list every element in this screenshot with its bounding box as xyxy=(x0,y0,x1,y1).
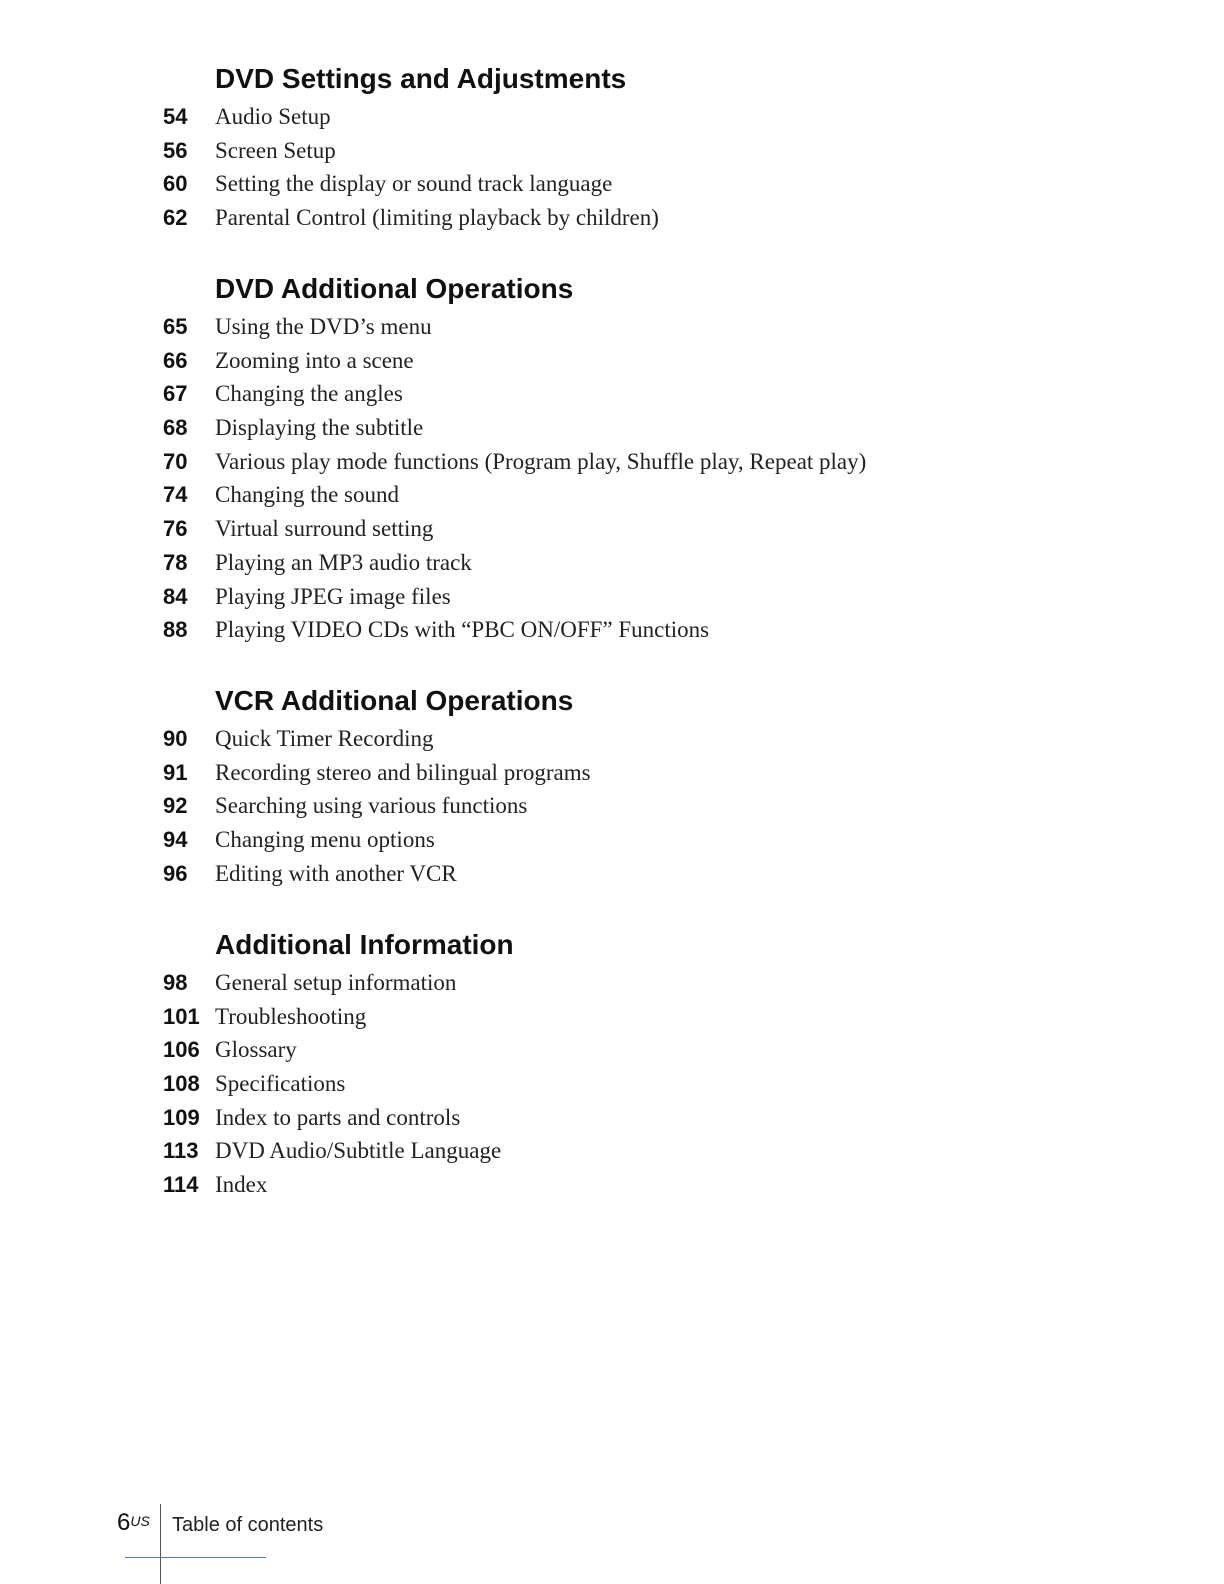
toc-page-number: 65 xyxy=(163,314,188,339)
toc-entry[interactable] xyxy=(0,583,1224,617)
toc-entry-title: Searching using various functions xyxy=(215,793,528,819)
toc-entry-title: DVD Audio/Subtitle Language xyxy=(215,1138,502,1164)
toc-entry[interactable] xyxy=(0,1137,1224,1171)
toc-page-number: 66 xyxy=(163,347,188,373)
toc-entry-title: Changing the sound xyxy=(215,482,399,508)
toc-page-number: 74 xyxy=(163,482,188,508)
toc-entry-list xyxy=(0,725,1224,893)
toc-page-number: 98 xyxy=(163,970,188,995)
footer-divider xyxy=(160,1504,161,1584)
toc-page-number: 106 xyxy=(163,1037,200,1063)
toc-entry-title: Playing an MP3 audio track xyxy=(215,549,472,575)
toc-entry-title: Specifications xyxy=(215,1071,346,1097)
toc-entry-title: Quick Timer Recording xyxy=(215,726,434,751)
toc-entry[interactable] xyxy=(0,204,1224,238)
toc-page-number: 108 xyxy=(163,1071,200,1097)
toc-entry-title: Setting the display or sound track language xyxy=(215,171,613,197)
toc-entry-list xyxy=(0,313,1224,650)
toc-entry[interactable] xyxy=(0,725,1224,759)
toc-page-number: 88 xyxy=(163,617,188,643)
toc-entry[interactable] xyxy=(0,826,1224,860)
toc-entry-title: Editing with another VCR xyxy=(215,860,457,886)
toc-entry[interactable] xyxy=(0,481,1224,515)
toc-page-number: 54 xyxy=(163,104,188,129)
toc-page-number: 109 xyxy=(163,1104,200,1130)
toc-entry-title: Index to parts and controls xyxy=(215,1104,461,1130)
footer-label: Table of contents xyxy=(172,1514,324,1536)
toc-entry-title: Screen Setup xyxy=(215,137,336,163)
toc-page-number: 76 xyxy=(163,516,188,542)
toc-entry-title: Recording stereo and bilingual programs xyxy=(215,759,591,785)
page-number-value: 6 xyxy=(117,1509,131,1536)
toc-entry-title: Virtual surround setting xyxy=(215,516,434,542)
toc-page-number: 96 xyxy=(163,860,188,886)
toc-entry-title: Glossary xyxy=(215,1037,297,1063)
toc-entry[interactable] xyxy=(0,515,1224,549)
toc-entry-title: Various play mode functions (Program play, Shuffle play, Repeat play) xyxy=(215,448,867,474)
toc-page-number: 70 xyxy=(163,448,188,474)
toc-page-number: 94 xyxy=(163,827,188,853)
page-footer xyxy=(0,1500,1224,1584)
toc-page-number: 101 xyxy=(163,1003,200,1029)
toc-entry[interactable] xyxy=(0,549,1224,583)
toc-entry-title: Playing JPEG image files xyxy=(215,583,451,609)
toc-page-number: 68 xyxy=(163,415,188,441)
toc-entry[interactable] xyxy=(0,1070,1224,1104)
toc-entry-list xyxy=(0,103,1224,238)
toc-entry[interactable] xyxy=(0,759,1224,793)
toc-entry[interactable] xyxy=(0,1036,1224,1070)
toc-entry-title: Zooming into a scene xyxy=(215,347,414,373)
toc-entry[interactable] xyxy=(0,1104,1224,1138)
toc-entry[interactable] xyxy=(0,170,1224,204)
toc-entry[interactable] xyxy=(0,103,1224,137)
toc-page-number: 92 xyxy=(163,793,188,819)
toc-entry[interactable] xyxy=(0,414,1224,448)
toc-entry[interactable] xyxy=(0,792,1224,826)
toc-entry-title: Index xyxy=(215,1172,268,1198)
toc-entry-title: Parental Control (limiting playback by children) xyxy=(215,205,659,231)
toc-entry[interactable] xyxy=(0,1003,1224,1037)
toc-entry[interactable] xyxy=(0,969,1224,1003)
toc-entry[interactable] xyxy=(0,1171,1224,1205)
toc-page-number: 84 xyxy=(163,583,188,609)
toc-entry[interactable] xyxy=(0,137,1224,171)
toc-entry[interactable] xyxy=(0,380,1224,414)
section-heading: VCR Additional Operations xyxy=(215,685,574,716)
toc-page-number: 91 xyxy=(163,759,188,785)
toc-page-number: 60 xyxy=(163,171,188,197)
toc-entry-title: Playing VIDEO CDs with “PBC ON/OFF” Functions xyxy=(215,617,710,643)
toc-page-number: 114 xyxy=(163,1172,199,1198)
toc-page-number: 78 xyxy=(163,549,188,575)
toc-entry-title: Displaying the subtitle xyxy=(215,415,424,441)
page-number-suffix: US xyxy=(130,1513,150,1529)
toc-entry-title: Audio Setup xyxy=(215,104,331,129)
section-heading: Additional Information xyxy=(215,929,514,960)
toc-entry-title: General setup information xyxy=(215,970,457,995)
toc-entry[interactable] xyxy=(0,860,1224,894)
toc-page-number: 90 xyxy=(163,726,188,751)
section-heading: DVD Additional Operations xyxy=(215,273,574,304)
toc-page-number: 56 xyxy=(163,137,188,163)
toc-entry-title: Changing the angles xyxy=(215,381,403,407)
toc-entry-title: Using the DVD’s menu xyxy=(215,314,432,339)
toc-entry[interactable] xyxy=(0,313,1224,347)
toc-page-number: 62 xyxy=(163,205,188,231)
section-heading: DVD Settings and Adjustments xyxy=(215,63,627,94)
footer-rule xyxy=(125,1557,266,1558)
toc-entry[interactable] xyxy=(0,347,1224,381)
page-number xyxy=(117,1508,150,1538)
toc-entry-list xyxy=(0,969,1224,1205)
toc-page-number: 113 xyxy=(163,1138,199,1164)
toc-entry-title: Troubleshooting xyxy=(215,1003,367,1029)
toc-entry[interactable] xyxy=(0,616,1224,650)
toc-entry-title: Changing menu options xyxy=(215,827,435,853)
toc-page-number: 67 xyxy=(163,381,188,407)
toc-entry[interactable] xyxy=(0,448,1224,482)
